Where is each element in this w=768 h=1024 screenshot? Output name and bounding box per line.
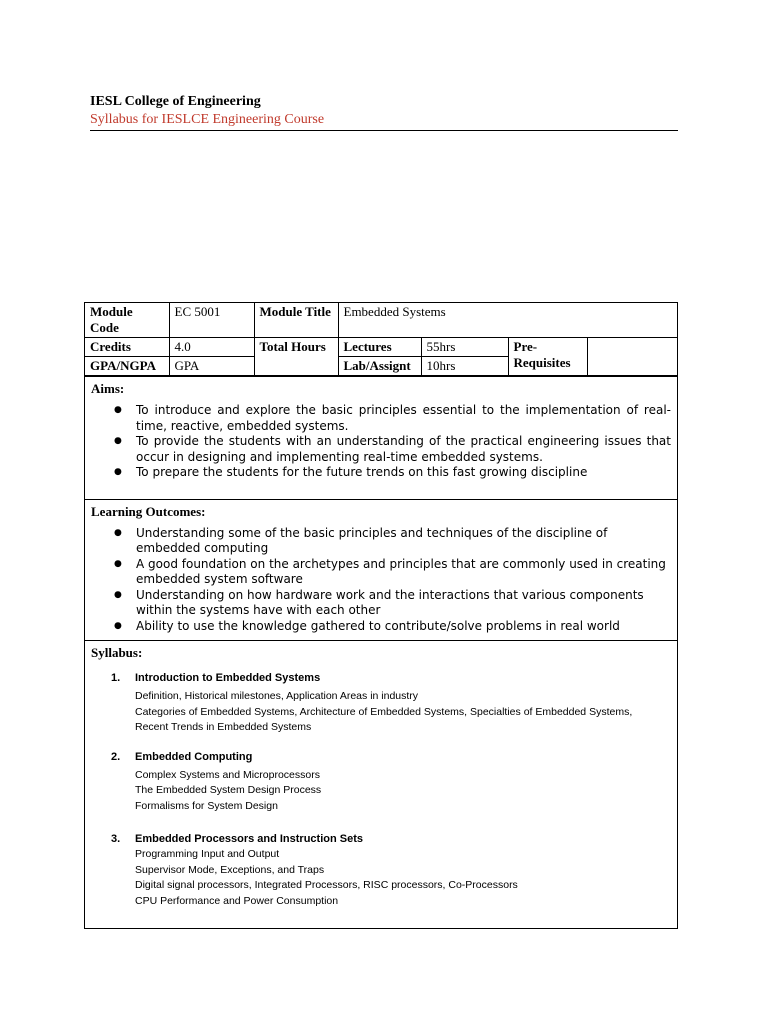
prerequisites-label: Pre-Requisites — [508, 338, 587, 376]
module-code-label: Module Code — [85, 303, 169, 338]
bullet-icon: ● — [114, 436, 122, 446]
module-title-value: Embedded Systems — [338, 303, 678, 338]
syllabus-unit — [91, 832, 671, 909]
total-hours-label: Total Hours — [254, 338, 338, 376]
header-divider — [90, 130, 678, 131]
lab-value: 10hrs — [421, 357, 508, 376]
module-code-value: EC 5001 — [169, 303, 254, 338]
unit-topic: Definition, Historical milestones, Application Areas in industry — [135, 690, 419, 702]
list-item: ● To prepare the students for the future trends on this fast growing discipline — [114, 465, 588, 479]
unit-title: Introduction to Embedded Systems — [135, 672, 321, 684]
syllabus-units — [91, 671, 671, 909]
bullet-icon: ● — [114, 620, 122, 631]
unit-topic: Supervisor Mode, Exceptions, and Traps — [135, 863, 325, 876]
college-name: IESL College of Engineering — [90, 94, 261, 109]
gpa-value: GPA — [169, 357, 254, 376]
unit-title: Embedded Processors and Instruction Sets — [135, 833, 364, 845]
unit-topic: CPU Performance and Power Consumption — [135, 894, 339, 907]
learning-outcomes-heading: Learning Outcomes: — [91, 503, 206, 519]
unit-topic: Formalisms for System Design — [135, 799, 278, 812]
credits-value: 4.0 — [169, 338, 254, 357]
aims-section — [85, 376, 677, 499]
unit-number: 1. — [111, 672, 121, 684]
syllabus-section — [85, 640, 677, 915]
syllabus-unit — [91, 750, 671, 815]
unit-number: 3. — [111, 833, 121, 845]
bullet-icon: ● — [114, 467, 122, 477]
document-header — [90, 93, 678, 129]
unit-topic: Programming Input and Output — [135, 848, 280, 860]
prerequisites-value — [587, 338, 678, 376]
syllabus-unit — [91, 671, 671, 736]
unit-topic: Complex Systems and Microprocessors — [135, 768, 320, 781]
module-syllabus-frame — [84, 302, 678, 929]
list-item: ● To provide the students with an understanding of the practical engineering issues that occur in designing and implementing real-time embedded systems. — [114, 434, 671, 464]
list-item: ● A good foundation on the archetypes and principles that are commonly used in creating embedded system software — [114, 556, 666, 586]
aims-heading: Aims: — [91, 381, 125, 396]
lectures-label: Lectures — [338, 338, 421, 357]
list-item: ● Ability to use the knowledge gathered to contribute/solve problems in real world — [114, 618, 620, 633]
learning-outcomes-list — [91, 526, 671, 635]
bullet-icon: ● — [114, 558, 122, 569]
unit-topic: Categories of Embedded Systems, Architecture of Embedded Systems, Specialties of Embedded Systems, — [135, 705, 633, 718]
bullet-icon: ● — [114, 527, 122, 538]
unit-topic: Digital signal processors, Integrated Processors, RISC processors, Co-Processors — [135, 879, 518, 891]
syllabus-heading: Syllabus: — [91, 645, 143, 660]
list-item: ● Understanding some of the basic principles and techniques of the discipline of embedded computing — [114, 525, 608, 555]
module-title-label: Module Title — [254, 303, 338, 338]
credits-label: Credits — [85, 338, 169, 357]
unit-number: 2. — [111, 750, 121, 763]
aims-list — [91, 403, 671, 481]
list-item: ● To introduce and explore the basic principles essential to the implementation of real-time, reactive, embedded systems. — [114, 403, 671, 433]
unit-title: Embedded Computing — [135, 750, 253, 763]
course-title: Syllabus for IESLCE Engineering Course — [90, 112, 325, 127]
module-info-table — [85, 303, 678, 376]
lectures-value: 55hrs — [421, 338, 508, 357]
bullet-icon: ● — [114, 405, 122, 415]
bullet-icon: ● — [114, 589, 122, 600]
learning-outcomes-section — [85, 499, 677, 641]
lab-label: Lab/Assignt — [338, 357, 421, 376]
unit-topic: The Embedded System Design Process — [135, 784, 322, 796]
gpa-label: GPA/NGPA — [85, 357, 169, 376]
unit-topic: Recent Trends in Embedded Systems — [135, 721, 312, 733]
list-item: ● Understanding on how hardware work and the interactions that various components within the systems have with each other — [114, 587, 644, 617]
